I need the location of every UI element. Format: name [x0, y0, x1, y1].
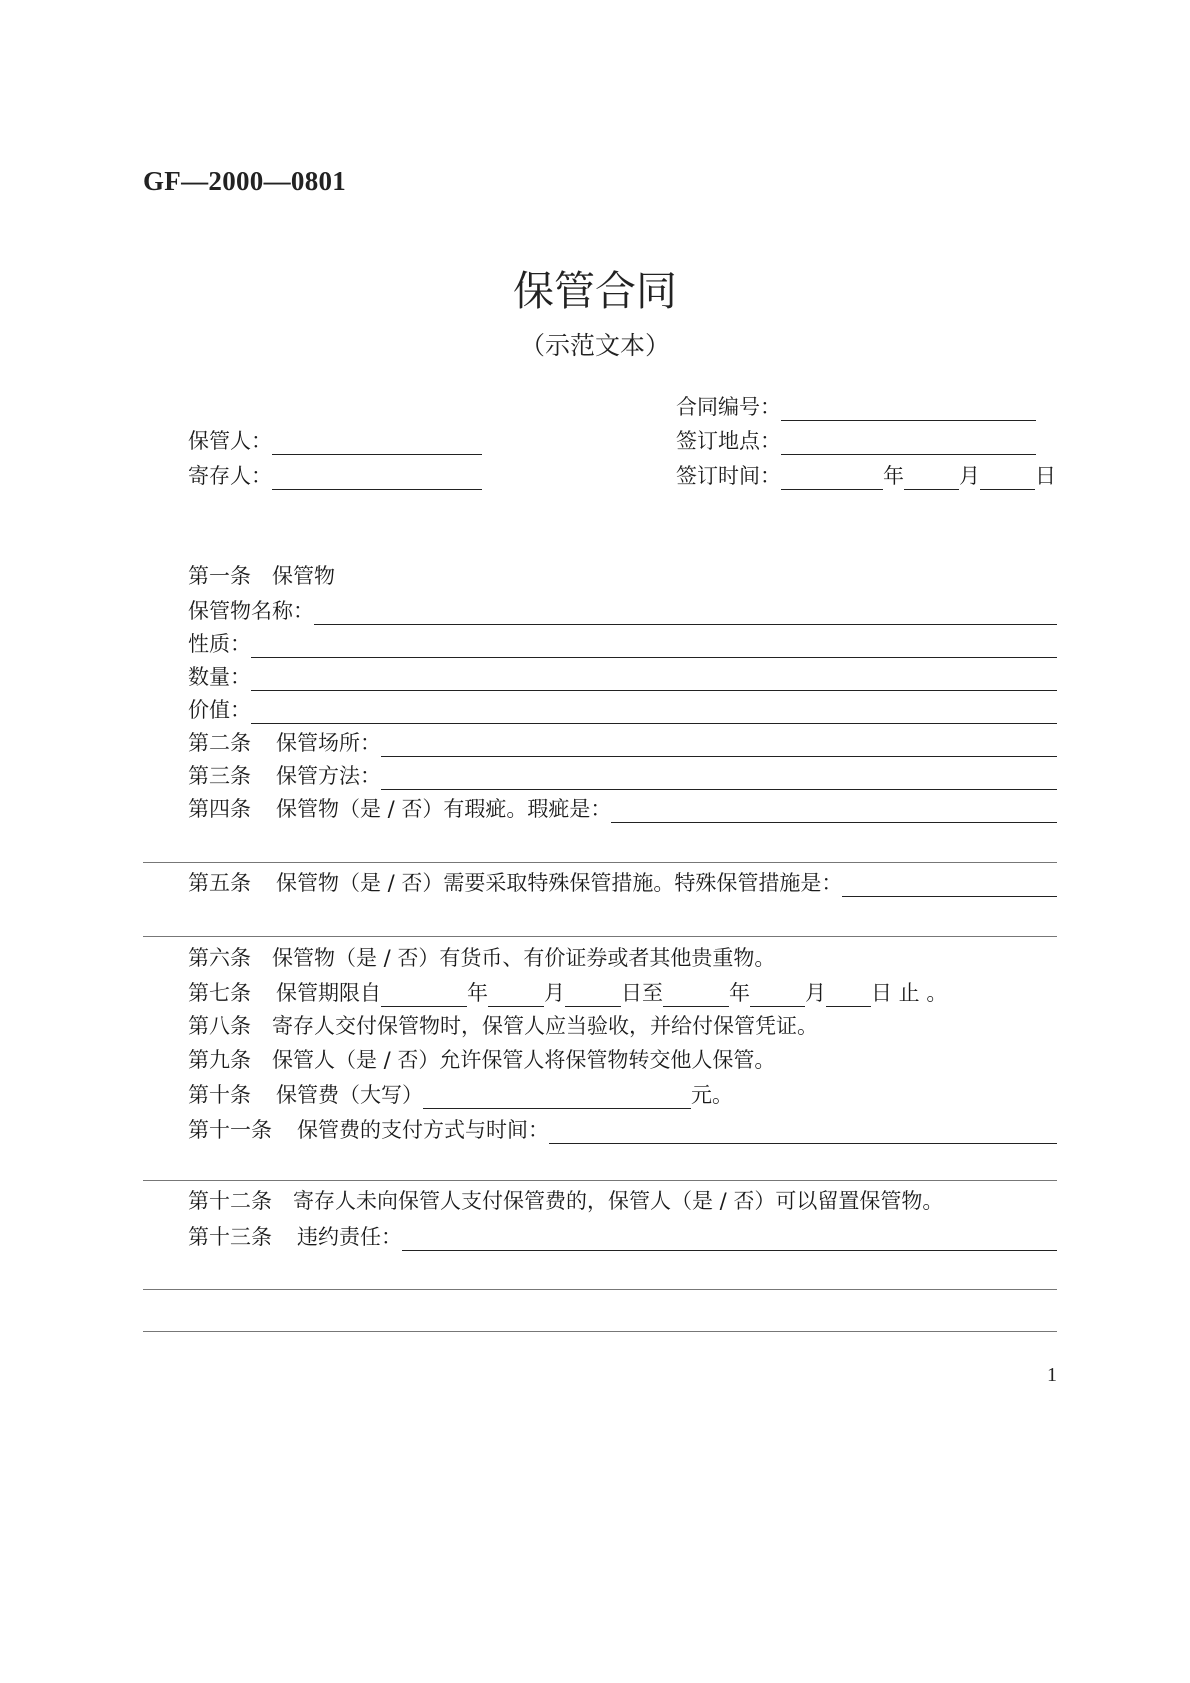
quantity-blank[interactable]: [251, 668, 1057, 691]
sign-place-field: [676, 427, 1036, 455]
clause-3: [188, 762, 1057, 790]
clause-7-day-to: 日至: [621, 981, 663, 1005]
clause-3-text: 保管方法：: [276, 764, 381, 788]
page-subtitle: （示范文本）: [519, 331, 670, 360]
blank-line[interactable]: [143, 936, 1057, 937]
blank-line[interactable]: [143, 1289, 1057, 1290]
clause-1-heading: [188, 562, 335, 590]
value-blank[interactable]: [251, 701, 1057, 724]
start-day-blank[interactable]: [565, 984, 621, 1007]
storage-place-blank[interactable]: [381, 734, 1057, 757]
clause-7-month: 月: [544, 981, 565, 1005]
nature-label: 性质：: [188, 632, 251, 656]
start-month-blank[interactable]: [488, 984, 544, 1007]
quantity-label: 数量：: [188, 665, 251, 689]
value-label: 价值：: [188, 698, 251, 722]
contract-no-field: [676, 393, 1036, 421]
sign-place-blank[interactable]: [781, 432, 1036, 455]
clause-5-text: 保管物（是 / 否）需要采取特殊保管措施。特殊保管措施是：: [276, 871, 843, 895]
sign-time-label: 签订时间：: [676, 464, 781, 488]
page-title: 保管合同: [513, 267, 677, 315]
payment-method-blank[interactable]: [549, 1121, 1057, 1144]
clause-7-prefix: 保管期限自: [276, 981, 381, 1005]
clause-7: [188, 979, 947, 1007]
custodian-label: 保管人：: [188, 429, 272, 453]
clause-6-text: 保管物（是 / 否）有货币、有价证券或者其他贵重物。: [272, 946, 776, 970]
end-day-blank[interactable]: [826, 984, 871, 1007]
sign-year-blank[interactable]: [781, 467, 883, 490]
depositor-label: 寄存人：: [188, 464, 272, 488]
storage-method-blank[interactable]: [381, 767, 1057, 790]
special-measures-blank[interactable]: [842, 874, 1057, 897]
end-month-blank[interactable]: [750, 984, 805, 1007]
clause-4: [188, 795, 1057, 823]
clause-8: [188, 1012, 818, 1040]
end-year-blank[interactable]: [663, 984, 729, 1007]
blank-line[interactable]: [143, 862, 1057, 863]
sign-place-label: 签订地点：: [676, 429, 781, 453]
blank-line[interactable]: [143, 1180, 1057, 1181]
clause-7-month2: 月: [805, 981, 826, 1005]
document-code: GF—2000—0801: [143, 166, 347, 196]
clause-10-number: 第十条: [188, 1083, 251, 1107]
clause-12-number: 第十二条: [188, 1189, 272, 1213]
clause-1-title: 保管物: [272, 564, 335, 588]
nature-blank[interactable]: [251, 635, 1057, 658]
clause-4-text: 保管物（是 / 否）有瑕疵。瑕疵是：: [276, 797, 612, 821]
clause-11-number: 第十一条: [188, 1118, 272, 1142]
clause-10-text: 保管费（大写）: [276, 1083, 423, 1107]
clause-6: [188, 944, 775, 972]
clause-9-text: 保管人（是 / 否）允许保管人将保管物转交他人保管。: [272, 1048, 776, 1072]
quantity-field: [188, 663, 1057, 691]
sign-time-field: [676, 462, 1056, 490]
clause-9-number: 第九条: [188, 1048, 251, 1072]
clause-6-number: 第六条: [188, 946, 251, 970]
clause-5-number: 第五条: [188, 871, 251, 895]
clause-9: [188, 1046, 775, 1074]
clause-1-number: 第一条: [188, 564, 251, 588]
clause-11-text: 保管费的支付方式与时间：: [297, 1118, 549, 1142]
start-year-blank[interactable]: [381, 984, 467, 1007]
depositor-field: [188, 462, 482, 490]
item-name-label: 保管物名称：: [188, 599, 314, 623]
clause-2: [188, 729, 1057, 757]
contract-no-blank[interactable]: [781, 398, 1036, 421]
item-name-field: [188, 597, 1057, 625]
blank-line[interactable]: [143, 1331, 1057, 1332]
year-label: 年: [883, 464, 904, 488]
custodian-field: [188, 427, 482, 455]
clause-7-number: 第七条: [188, 981, 251, 1005]
clause-12-text: 寄存人未向保管人支付保管费的，保管人（是 / 否）可以留置保管物。: [293, 1189, 944, 1213]
clause-13-number: 第十三条: [188, 1225, 272, 1249]
item-name-blank[interactable]: [314, 602, 1057, 625]
clause-7-year: 年: [467, 981, 488, 1005]
clause-10-unit: 元。: [691, 1083, 733, 1107]
clause-3-number: 第三条: [188, 764, 251, 788]
page-number: 1: [1047, 1364, 1057, 1386]
clause-8-number: 第八条: [188, 1014, 251, 1038]
day-label: 日: [1035, 464, 1056, 488]
depositor-blank[interactable]: [272, 467, 482, 490]
clause-13: [188, 1223, 1057, 1251]
clause-11: [188, 1116, 1057, 1144]
custodian-blank[interactable]: [272, 432, 482, 455]
fee-amount-blank[interactable]: [423, 1086, 691, 1109]
month-label: 月: [959, 464, 980, 488]
clause-7-year2: 年: [729, 981, 750, 1005]
contract-no-label: 合同编号：: [676, 395, 781, 419]
clause-8-text: 寄存人交付保管物时，保管人应当验收，并给付保管凭证。: [272, 1014, 818, 1038]
defect-blank[interactable]: [611, 800, 1057, 823]
clause-12: [188, 1187, 943, 1215]
sign-day-blank[interactable]: [980, 467, 1035, 490]
clause-13-text: 违约责任：: [297, 1225, 402, 1249]
sign-month-blank[interactable]: [904, 467, 959, 490]
liability-blank[interactable]: [402, 1228, 1057, 1251]
clause-7-end: 日 止 。: [871, 981, 948, 1005]
clause-2-number: 第二条: [188, 731, 251, 755]
clause-10: [188, 1081, 733, 1109]
clause-5: [188, 869, 1057, 897]
clause-2-text: 保管场所：: [276, 731, 381, 755]
clause-4-number: 第四条: [188, 797, 251, 821]
nature-field: [188, 630, 1057, 658]
value-field: [188, 696, 1057, 724]
